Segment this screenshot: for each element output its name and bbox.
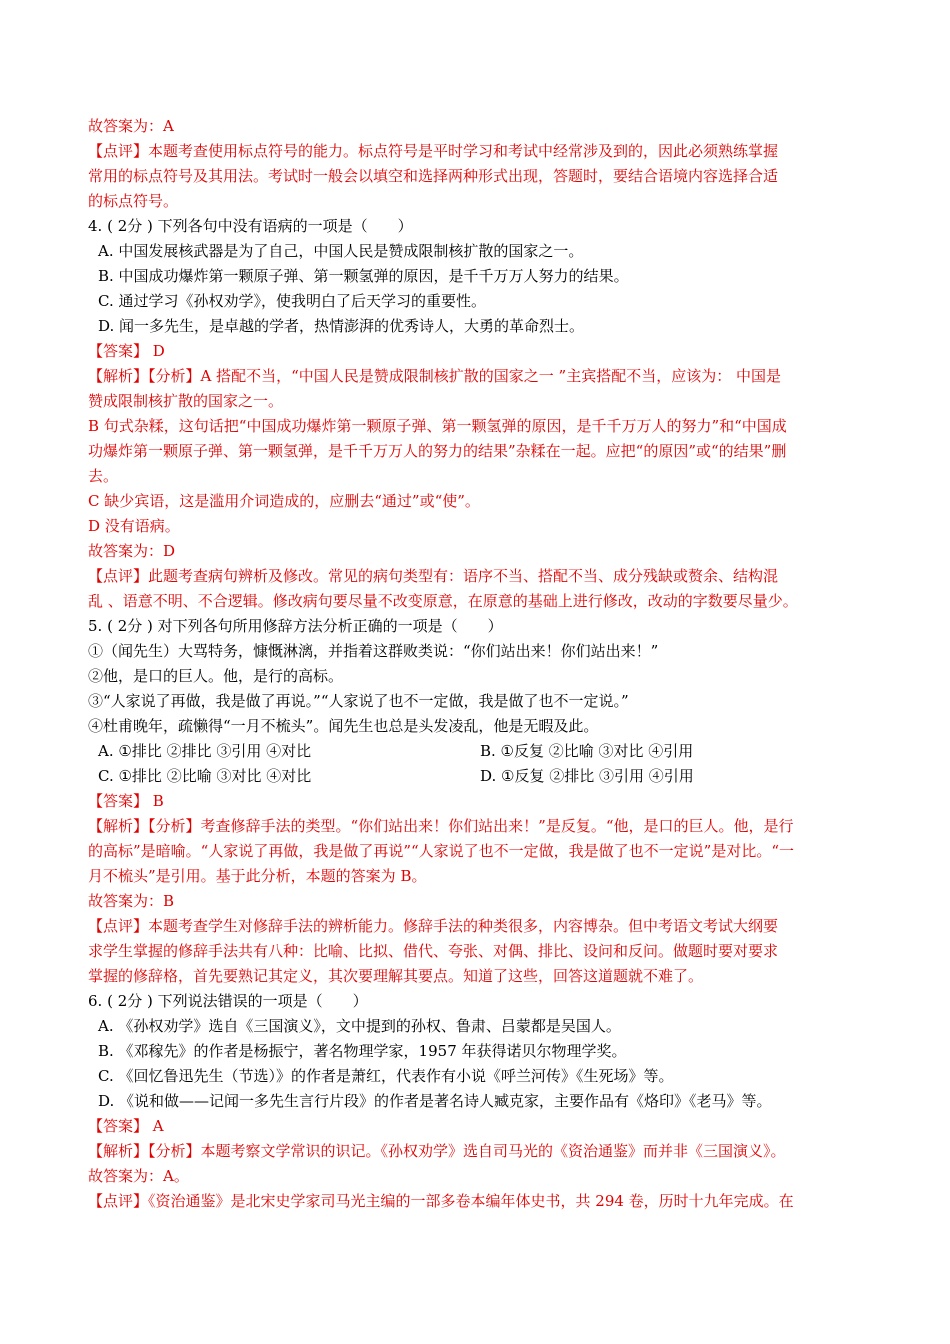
question-text-line: D. 闻一多先生，是卓越的学者，热情澎湃的优秀诗人，大勇的革命烈士。 [98,317,585,335]
question-text-line: ②他，是口的巨人。他，是行的高标。 [88,667,344,685]
answer-text-line: 【答案】 D [88,342,165,360]
answer-text-line: D 没有语病。 [88,517,180,535]
answer-text-line: 的标点符号。 [88,192,179,210]
question-text-line: 5. ( 2分 ) 对下列各句所用修辞方法分析正确的一项是（ ） [88,617,503,635]
answer-text-line: 故答案为：D [88,542,176,560]
answer-text-line: 掌握的修辞格，首先要熟记其定义，其次要理解其要点。知道了这些，回答这道题就不难了。 [88,967,704,985]
answer-text-line: 故答案为：A。 [88,1167,189,1185]
answer-text-line: 的高标”是暗喻。“人家说了再做，我是做了再说”“人家说了也不一定做，我是做了也不一定说”是对比。“一 [88,842,795,860]
question-text-line: 4. ( 2分 ) 下列各句中没有语病的一项是（ ） [88,217,413,235]
answer-text-line: 常用的标点符号及其用法。考试时一般会以填空和选择两种形式出现，答题时，要结合语境内容选择合适 [88,167,779,185]
answer-text-line: C 缺少宾语，这是滥用介词造成的，应删去“通过”或“使”。 [88,492,480,510]
answer-text-line: 【解析】【分析】考查修辞手法的类型。“你们站出来！你们站出来！”是反复。“他，是口的巨人。他，是行 [88,817,794,835]
answer-text-line: 【解析】【分析】A 搭配不当，“中国人民是赞成限制核扩散的国家之一 ”主宾搭配不当，应该为： 中国是 [88,367,781,385]
answer-text-line: 故答案为：B [88,892,175,910]
answer-text-line: 求学生掌握的修辞手法共有八种：比喻、比拟、借代、夸张、对偶、排比、设问和反问。做题时要对要求 [88,942,779,960]
option-cell: B. ①反复 ②比喻 ③对比 ④引用 [480,742,694,760]
answer-text-line: 【点评】此题考查病句辨析及修改。常见的病句类型有：语序不当、搭配不当、成分残缺或赘余、结构混 [88,567,779,585]
option-row [88,739,868,764]
question-text-line: B. 中国成功爆炸第一颗原子弹、第一颗氢弹的原因，是千千万万人努力的结果。 [98,267,629,285]
answer-text-line: 【答案】 B [88,792,164,810]
answer-text-line: 功爆炸第一颗原子弹、第一颗氢弹，是千千万万人的努力的结果”杂糅在一起。应把“的原因”或“的结果”删 [88,442,787,460]
answer-text-line: 【解析】【分析】本题考察文学常识的识记。《孙权劝学》选自司马光的《资治通鉴》而并非《三国演义》。 [88,1142,786,1160]
question-text-line: ④杜甫晚年，疏懒得“一月不梳头”。闻先生也总是头发凌乱，他是无暇及此。 [88,717,599,735]
option-cell: D. ①反复 ②排比 ③引用 ④引用 [480,767,694,785]
answer-text-line: 去。 [88,467,119,485]
answer-text-line: 乱 、语意不明、不合逻辑。修改病句要尽量不改变原意，在原意的基础上进行修改，改动的字数要尽量少。 [88,592,798,610]
question-text-line: A. 中国发展核武器是为了自己，中国人民是赞成限制核扩散的国家之一。 [98,242,584,260]
option-cell: A. ①排比 ②排比 ③引用 ④对比 [98,742,312,760]
answer-text-line: 赞成限制核扩散的国家之一。 [88,392,284,410]
option-row [88,764,868,789]
answer-text-line: B 句式杂糅，这句话把“中国成功爆炸第一颗原子弹、第一颗氢弹的原因，是千千万万人的努力”和“中国成 [88,417,787,435]
question-text-line: B. 《邓稼先》的作者是杨振宁，著名物理学家，1957 年获得诺贝尔物理学奖。 [98,1042,627,1060]
answer-text-line: 月不梳头”是引用。基于此分析，本题的答案为 B。 [88,867,427,885]
answer-text-line: 【点评】《资治通鉴》是北宋史学家司马光主编的一部多卷本编年体史书，共 294 卷，历时十九年完成。在 [88,1192,794,1210]
question-text-line: A. 《孙权劝学》选自《三国演义》，文中提到的孙权、鲁肃、吕蒙都是吴国人。 [98,1017,621,1035]
answer-text-line: 【答案】 A [88,1117,164,1135]
question-text-line: ③“人家说了再做，我是做了再说。”“人家说了也不一定做，我是做了也不一定说。” [88,692,629,710]
question-text-line: ①（闻先生）大骂特务，慷慨淋漓，并指着这群败类说：“你们站出来！你们站出来！” [88,642,659,660]
document-page [88,114,868,1214]
answer-text-line: 【点评】本题考查学生对修辞手法的辨析能力。修辞手法的种类很多，内容博杂。但中考语文考试大纲要 [88,917,779,935]
question-text-line: 6. ( 2分 ) 下列说法错误的一项是（ ） [88,992,368,1010]
question-text-line: C. 通过学习《孙权劝学》，使我明白了后天学习的重要性。 [98,292,486,310]
question-text-line: C. 《回忆鲁迅先生（节选）》的作者是萧红，代表作有小说《呼兰河传》《生死场》等。 [98,1067,674,1085]
answer-text-line: 【点评】本题考查使用标点符号的能力。标点符号是平时学习和考试中经常涉及到的，因此必须熟练掌握 [88,142,779,160]
answer-text-line: 故答案为：A [88,117,174,135]
option-cell: C. ①排比 ②比喻 ③对比 ④对比 [98,767,312,785]
question-text-line: D. 《说和做——记闻一多先生言行片段》的作者是著名诗人臧克家，主要作品有《烙印》《老马》等。 [98,1092,772,1110]
